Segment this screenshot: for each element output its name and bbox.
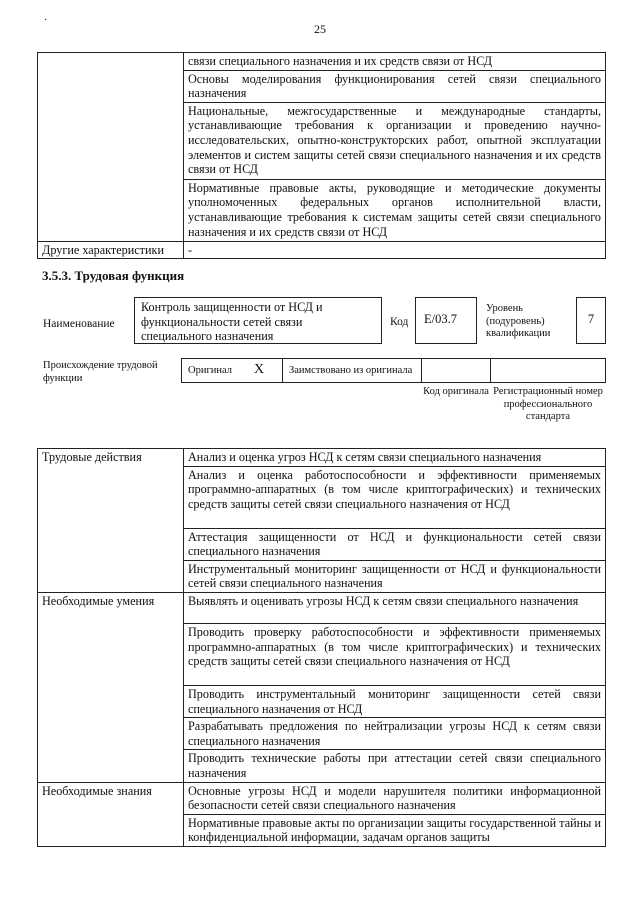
table-row	[38, 528, 606, 560]
table-row	[38, 560, 606, 592]
table-row	[38, 592, 606, 623]
level-label: Уровень (подуровень) квалификации	[486, 303, 551, 339]
original-label: Оригинал	[188, 365, 232, 376]
row-label	[38, 528, 184, 560]
table-row	[38, 623, 606, 685]
table-row	[38, 782, 606, 814]
row-label	[38, 102, 184, 179]
row-text: Нормативные правовые акты по организации защиты государственной тайны и конфиденциальной информации, задачам органов защиты	[184, 814, 606, 846]
row-label	[38, 53, 184, 71]
code-label: Код	[390, 316, 409, 328]
row-text: Разрабатывать предложения по нейтрализации угрозы НСД к сетям связи специального назначения	[184, 718, 606, 750]
function-name-box: Контроль защищенности от НСД и функциональности сетей связи специального назначения	[134, 297, 382, 344]
row-label	[38, 466, 184, 528]
section-title: 3.5.3. Трудовая функция	[42, 268, 185, 283]
corner-mark: ·	[44, 15, 48, 26]
original-cell	[181, 358, 283, 383]
name-label: Наименование	[43, 318, 115, 330]
row-label	[38, 623, 184, 685]
row-label	[38, 179, 184, 241]
row-text: Проводить технические работы при аттестации сетей связи специального назначения	[184, 750, 606, 782]
row-text: Основы моделирования функционирования сетей связи специального назначения	[184, 70, 606, 102]
labor-function-table	[37, 448, 606, 847]
table-row	[38, 179, 606, 241]
row-label: Трудовые действия	[38, 449, 184, 467]
origin-label: Происхождение трудовой функции	[43, 360, 158, 384]
reg-number-caption: Регистрационный номер профессионального стандарта	[493, 386, 603, 422]
table-row	[38, 102, 606, 179]
row-text: Анализ и оценка работоспособности и эффективности применяемых программно-аппаратных (в том числе криптографических) и технических средств защиты сетей связи специального назначения от НСД	[184, 466, 606, 528]
row-text: связи специального назначения и их средств связи от НСД	[184, 53, 606, 71]
row-label	[38, 685, 184, 717]
table-row	[38, 718, 606, 750]
row-text: Нормативные правовые акты, руководящие и методические документы уполномоченных федеральных органов исполнительной власти, устанавливающие требования к системам защиты сетей связи специального назначения и их средств связи от НСД	[184, 179, 606, 241]
code-original-cell	[421, 358, 491, 383]
row-label	[38, 750, 184, 782]
level-value-box: 7	[576, 297, 606, 344]
table-row	[38, 70, 606, 102]
row-text: Аттестация защищенности от НСД и функциональности сетей связи специального назначения	[184, 528, 606, 560]
row-label	[38, 70, 184, 102]
original-mark: X	[254, 362, 265, 377]
row-text: Национальные, межгосударственные и международные стандарты, устанавливающие требования к организации и проведению научно-исследовательских, опытно-конструкторских работ, опытной эксплуатации элементов и систем защиты сетей связи специального назначения и их средств связи от НСД	[184, 102, 606, 179]
row-text: Проводить инструментальный мониторинг защищенности сетей связи специального назначения от НСД	[184, 685, 606, 717]
page-number: 25	[314, 22, 326, 36]
table-row	[38, 466, 606, 528]
table-row	[38, 53, 606, 71]
row-text: Проводить проверку работоспособности и эффективности применяемых программно-аппаратных (в том числе криптографических) и технических средств защиты сетей связи специального назначения от НСД	[184, 623, 606, 685]
reg-number-cell	[490, 358, 606, 383]
row-text: -	[184, 241, 606, 259]
table-row	[38, 750, 606, 782]
row-text: Инструментальный мониторинг защищенности от НСД и функциональности сетей связи специального назначения	[184, 560, 606, 592]
borrowed-cell	[282, 358, 422, 383]
table-row	[38, 685, 606, 717]
row-label	[38, 718, 184, 750]
row-label: Необходимые умения	[38, 592, 184, 623]
row-text: Анализ и оценка угроз НСД к сетям связи специального назначения	[184, 449, 606, 467]
table-row	[38, 449, 606, 467]
row-label: Другие характеристики	[38, 241, 184, 259]
row-label	[38, 560, 184, 592]
row-text: Основные угрозы НСД и модели нарушителя политики информационной безопасности сетей связи специального назначения	[184, 782, 606, 814]
table-row	[38, 814, 606, 846]
continuation-table	[37, 52, 606, 259]
code-original-caption: Код оригинала	[423, 386, 489, 397]
code-value-box: E/03.7	[415, 297, 477, 344]
borrowed-label: Заимствовано из оригинала	[289, 365, 413, 376]
row-text: Выявлять и оценивать угрозы НСД к сетям связи специального назначения	[184, 592, 606, 623]
row-label	[38, 814, 184, 846]
row-label: Необходимые знания	[38, 782, 184, 814]
table-row	[38, 241, 606, 259]
